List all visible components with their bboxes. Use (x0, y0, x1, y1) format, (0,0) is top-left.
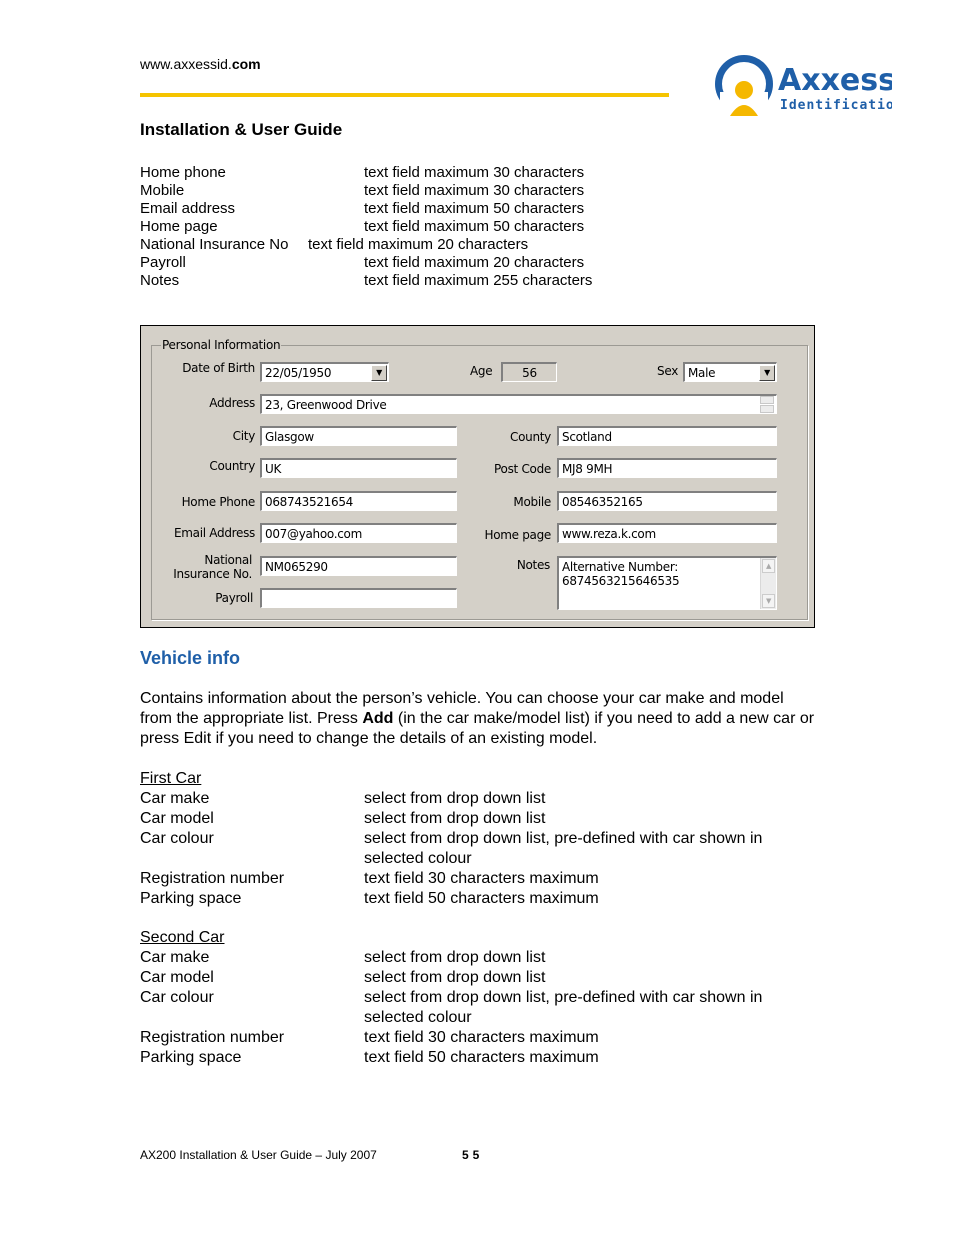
field-name: Home page (140, 218, 218, 235)
vehicle-info-heading: Vehicle info (140, 648, 241, 668)
chevron-down-icon[interactable]: ▼ (759, 365, 775, 381)
first-car-heading: First Car (140, 770, 202, 787)
logo-sub: Identification (780, 98, 892, 113)
list-item (140, 829, 820, 869)
field-desc: text field 50 characters maximum (364, 890, 599, 907)
address-label: Address (209, 396, 255, 410)
field-name: Payroll (140, 254, 186, 271)
vehicle-info-paragraph (140, 689, 820, 749)
field-name: Registration number (140, 1029, 285, 1046)
field-name: Car model (140, 969, 214, 986)
dob-label: Date of Birth (182, 361, 255, 375)
field-name: Notes (140, 272, 180, 289)
field-name: Email address (140, 200, 236, 217)
field-desc: text field maximum 30 characters (364, 182, 585, 199)
website-prefix: www.axxessid. (140, 56, 232, 72)
city-field[interactable]: Glasgow (260, 426, 457, 446)
sex-value: Male (688, 366, 716, 380)
logo-mark-icon (712, 52, 892, 122)
list-item (140, 789, 820, 809)
payroll-label: Payroll (215, 591, 253, 605)
chevron-down-icon[interactable]: ▼ (371, 365, 387, 381)
ni-label-line1: National (204, 553, 252, 567)
second-car-list (140, 928, 820, 1068)
notes-label: Notes (516, 558, 550, 572)
field-desc: text field maximum 50 characters (364, 218, 585, 235)
city-label: City (232, 429, 255, 443)
para-bold-add: Add (362, 710, 394, 727)
field-name: Car make (140, 790, 210, 807)
field-desc: text field maximum 50 characters (364, 200, 585, 217)
field-desc: select from drop down list, pre-defined with car shown in selected colour (364, 830, 763, 867)
dob-dropdown[interactable] (260, 362, 389, 382)
address-field[interactable] (260, 394, 777, 414)
ni-label-line2: Insurance No. (173, 567, 252, 581)
first-car-heading-row (140, 769, 820, 789)
notes-line1: Alternative Number: (562, 560, 678, 574)
logo-word: Axxess (778, 63, 892, 98)
field-name: Mobile (140, 182, 185, 199)
website-suffix: com (231, 56, 261, 72)
address-value: 23, Greenwood Drive (265, 398, 387, 412)
county-label: County (510, 430, 551, 444)
axxess-logo (712, 52, 892, 122)
field-name: National Insurance No (140, 236, 289, 253)
second-car-heading: Second Car (140, 929, 225, 946)
age-field: 56 (501, 362, 557, 382)
field-name: Car colour (140, 830, 214, 847)
list-item (140, 869, 820, 889)
payroll-field[interactable] (260, 588, 457, 608)
scroll-up-icon[interactable]: ▲ (762, 559, 775, 573)
second-car-heading-row (140, 928, 820, 948)
email-label: Email Address (174, 526, 255, 540)
first-car-list (140, 769, 820, 909)
personal-information-dialog (140, 325, 815, 628)
postcode-field[interactable]: MJ8 9MH (557, 458, 777, 478)
field-desc: text field 30 characters maximum (364, 1029, 599, 1046)
list-item (140, 200, 820, 218)
list-item (140, 164, 820, 182)
field-desc: select from drop down list, pre-defined with car shown in selected colour (364, 989, 763, 1026)
field-desc: select from drop down list (364, 949, 546, 966)
list-item (140, 182, 820, 200)
field-desc: text field 50 characters maximum (364, 1049, 599, 1066)
list-item (140, 988, 820, 1028)
age-label: Age (470, 364, 493, 378)
dob-value: 22/05/1950 (265, 366, 332, 380)
notes-scrollbar[interactable] (760, 558, 776, 609)
homephone-label: Home Phone (181, 495, 255, 509)
mobile-label: Mobile (513, 495, 551, 509)
notes-line2: 6874563215646535 (562, 574, 680, 588)
field-name: Home phone (140, 164, 226, 181)
mobile-field[interactable]: 08546352165 (557, 491, 777, 511)
footer-text: AX200 Installation & User Guide – July 2007 (140, 1148, 377, 1162)
list-item (140, 948, 820, 968)
field-desc: text field maximum 20 characters (364, 254, 585, 271)
page-title: Installation & User Guide (140, 120, 343, 139)
list-item (140, 968, 820, 988)
list-item (140, 218, 820, 236)
page-number: 55 (462, 1148, 484, 1162)
field-name: Car colour (140, 989, 214, 1006)
address-spinner[interactable] (760, 396, 774, 413)
header-rule (140, 93, 669, 97)
field-name: Parking space (140, 890, 242, 907)
website-url[interactable] (140, 56, 261, 72)
sex-label: Sex (657, 364, 678, 378)
list-item (140, 809, 820, 829)
field-name: Parking space (140, 1049, 242, 1066)
scroll-down-icon[interactable]: ▼ (762, 594, 775, 608)
field-desc: select from drop down list (364, 790, 546, 807)
list-item (140, 236, 820, 254)
field-name: Car make (140, 949, 210, 966)
list-item (140, 272, 820, 290)
field-name: Car model (140, 810, 214, 827)
sex-dropdown[interactable] (683, 362, 777, 382)
list-item (140, 889, 820, 909)
field-desc: text field maximum 20 characters (308, 236, 529, 253)
field-desc: text field maximum 30 characters (364, 164, 585, 181)
notes-memo[interactable] (557, 556, 777, 610)
list-item (140, 1048, 820, 1068)
country-field[interactable]: UK (260, 458, 457, 478)
field-desc: text field 30 characters maximum (364, 870, 599, 887)
homepage-field[interactable]: www.reza.k.com (557, 523, 777, 543)
homephone-field[interactable]: 068743521654 (260, 491, 457, 511)
field-desc: select from drop down list (364, 969, 546, 986)
list-item (140, 1028, 820, 1048)
email-field[interactable]: 007@yahoo.com (260, 523, 457, 543)
homepage-label: Home page (484, 528, 551, 542)
list-item (140, 254, 820, 272)
para-part-1: Contains information about the person’s vehicle. You can choose your car make and model from the appropriate list. Press (140, 690, 784, 727)
group-label: Personal Information (162, 338, 281, 352)
field-desc: text field maximum 255 characters (364, 272, 593, 289)
ni-field[interactable]: NM065290 (260, 556, 457, 576)
country-label: Country (209, 459, 255, 473)
county-field[interactable]: Scotland (557, 426, 777, 446)
personal-fields-list (140, 164, 820, 290)
ni-label (161, 553, 252, 581)
postcode-label: Post Code (494, 462, 551, 476)
field-name: Registration number (140, 870, 285, 887)
field-desc: select from drop down list (364, 810, 546, 827)
para-part-2: (in the car make/model list) if you need to add a new car or press Edit if you need to change the details of an existing model. (140, 710, 815, 747)
